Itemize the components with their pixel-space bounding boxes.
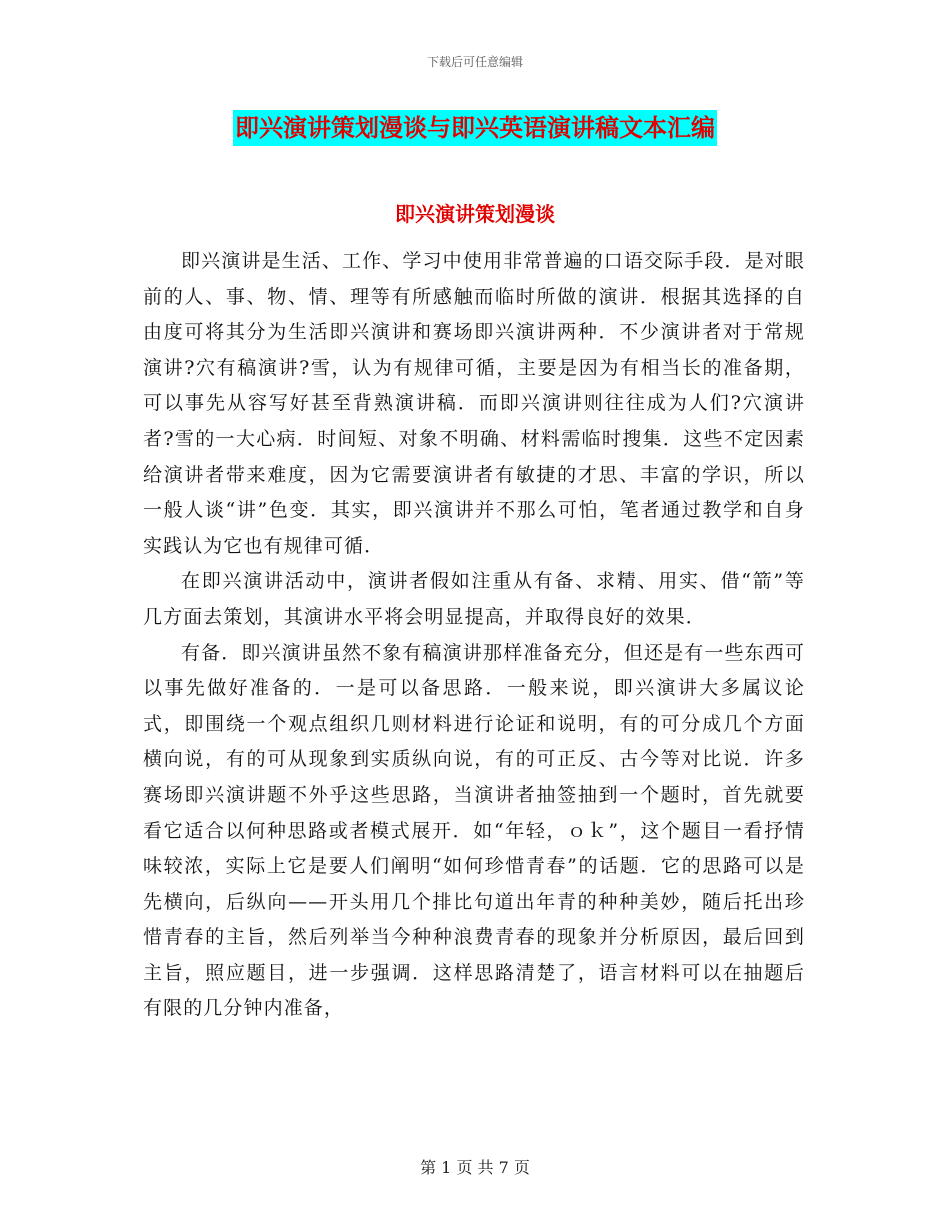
paragraph-2: 在即兴演讲活动中，演讲者假如注重从有备、求精、用实、借“箭”等几方面去策划，其演讲水平将会明显提高，并取得良好的效果． (143, 570, 805, 628)
main-title: 即兴演讲策划漫谈与即兴英语演讲稿文本汇编 (233, 110, 717, 146)
paragraph-3: 有备．即兴演讲虽然不象有稿演讲那样准备充分，但还是有一些东西可以事先做好准备的．一是可以备思路．一般来说，即兴演讲大多属议论式，即围绕一个观点组织几则材料进行论证和说明，有的可分成几个方面横向说，有的可从现象到实质纵向说，有的可正反、古今等对比说．许多赛场即兴演讲题不外乎这些思路，当演讲者抽签抽到一个题时，首先就要看它适合以何种思路或者模式展开．如“年轻，ｏｋ”，这个题目一看抒情味较浓，实际上它是要人们阐明“如何珍惜青春”的话题．它的思路可以是先横向，后纵向——开头用几个排比句道出年青的种种美妙，随后托出珍惜青春的主旨，然后列举当今种种浪费青春的现象并分析原因，最后回到主旨，照应题目，进一步强调．这样思路清楚了，语言材料可以在抽题后有限的几分钟内准备， (143, 641, 805, 1020)
paragraph-1: 即兴演讲是生活、工作、学习中使用非常普遍的口语交际手段．是对眼前的人、事、物、情、理等有所感触而临时所做的演讲．根据其选择的自由度可将其分为生活即兴演讲和赛场即兴演讲两种．不少演讲者对于常规演讲?穴有稿演讲?雪，认为有规律可循，主要是因为有相当长的准备期，可以事先从容写好甚至背熟演讲稿．而即兴演讲则往往成为人们?穴演讲者?雪的一大心病．时间短、对象不明确、材料需临时搜集．这些不定因素给演讲者带来难度，因为它需要演讲者有敏捷的才思、丰富的学识，所以一般人谈“讲”色变．其实，即兴演讲并不那么可怕，笔者通过教学和自身实践认为它也有规律可循． (143, 250, 805, 557)
body-text (143, 244, 805, 1027)
header-note: 下载后可任意编辑 (426, 55, 523, 69)
main-title-wrap (0, 110, 950, 146)
page-footer: 第 1 页 共 7 页 (420, 1158, 530, 1177)
section-title: 即兴演讲策划漫谈 (395, 202, 555, 226)
